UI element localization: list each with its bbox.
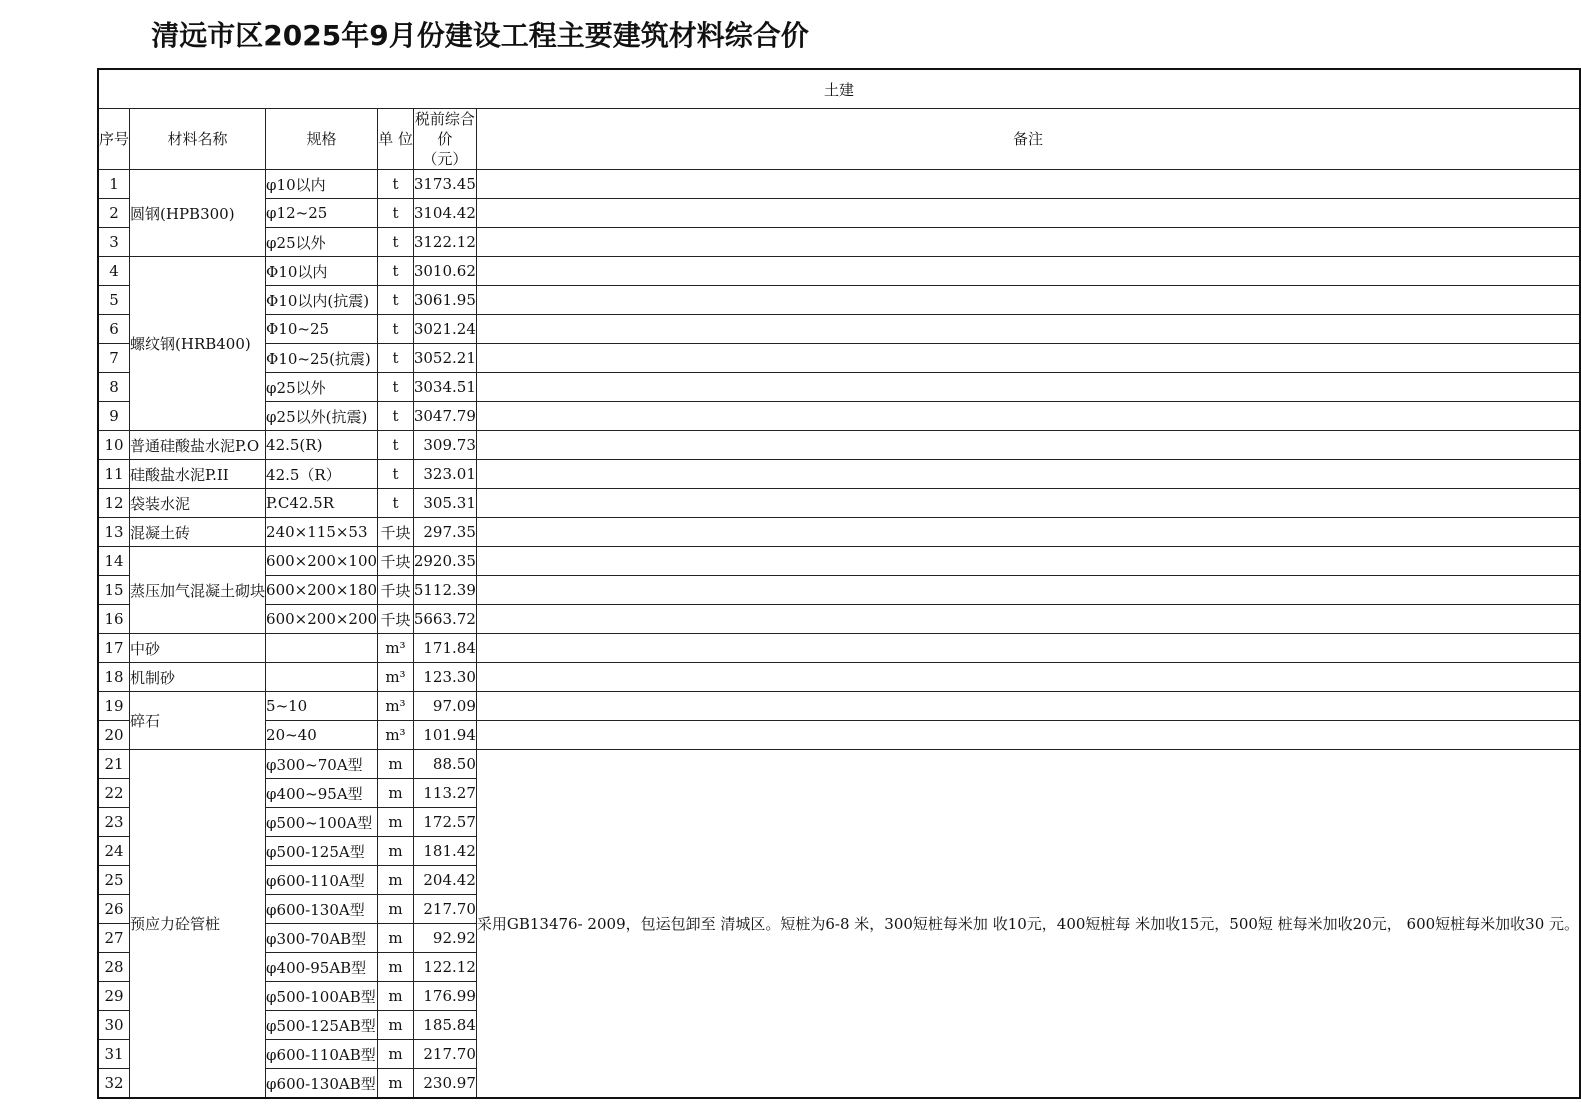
note-cell — [476, 199, 1580, 228]
material-unit: t — [378, 344, 414, 373]
material-price: 3061.95 — [413, 286, 476, 315]
note-cell — [476, 170, 1580, 199]
material-unit: t — [378, 286, 414, 315]
note-cell — [476, 431, 1580, 460]
material-name: 普通硅酸盐水泥P.O — [130, 431, 266, 460]
material-unit: m³ — [378, 634, 414, 663]
table-row — [98, 663, 1580, 692]
material-spec: Φ10以内(抗震) — [266, 286, 378, 315]
table-row — [98, 634, 1580, 663]
material-price: 309.73 — [413, 431, 476, 460]
row-number: 29 — [98, 982, 130, 1011]
material-price: 5663.72 — [413, 605, 476, 634]
table-row — [98, 199, 1580, 228]
row-number: 31 — [98, 1040, 130, 1069]
row-number: 25 — [98, 866, 130, 895]
section-title: 土建 — [98, 69, 1580, 109]
material-unit: 千块 — [378, 576, 414, 605]
material-unit: m — [378, 837, 414, 866]
table-row — [98, 692, 1580, 721]
table-row — [98, 460, 1580, 489]
material-spec: φ600-130AB型 — [266, 1069, 378, 1099]
material-unit: m³ — [378, 692, 414, 721]
material-unit: t — [378, 315, 414, 344]
material-name: 圆钢(HPB300) — [130, 170, 266, 257]
material-spec: 5~10 — [266, 692, 378, 721]
material-name: 混凝土砖 — [130, 518, 266, 547]
material-price: 171.84 — [413, 634, 476, 663]
material-spec — [266, 634, 378, 663]
table-row — [98, 489, 1580, 518]
material-unit: 千块 — [378, 518, 414, 547]
material-price: 297.35 — [413, 518, 476, 547]
header-spec: 规格 — [266, 109, 378, 170]
header-unit: 单 位 — [378, 109, 414, 170]
material-unit: t — [378, 199, 414, 228]
material-price: 5112.39 — [413, 576, 476, 605]
material-spec: 240×115×53 — [266, 518, 378, 547]
row-number: 10 — [98, 431, 130, 460]
material-spec: Φ10~25(抗震) — [266, 344, 378, 373]
row-number: 27 — [98, 924, 130, 953]
material-price: 3034.51 — [413, 373, 476, 402]
header-row — [98, 109, 1580, 170]
note-cell — [476, 605, 1580, 634]
material-spec: φ500-125A型 — [266, 837, 378, 866]
material-unit: t — [378, 402, 414, 431]
row-number: 19 — [98, 692, 130, 721]
material-price: 3122.12 — [413, 228, 476, 257]
material-price: 3104.42 — [413, 199, 476, 228]
material-name: 碎石 — [130, 692, 266, 750]
material-name: 预应力砼管桩 — [130, 750, 266, 1099]
row-number: 5 — [98, 286, 130, 315]
page-title: 清远市区2025年9月份建设工程主要建筑材料综合价 — [151, 19, 809, 52]
material-spec: φ25以外 — [266, 373, 378, 402]
table-row — [98, 315, 1580, 344]
table-row — [98, 605, 1580, 634]
material-price: 217.70 — [413, 895, 476, 924]
material-price: 88.50 — [413, 750, 476, 779]
note-cell — [476, 518, 1580, 547]
header-note: 备注 — [476, 109, 1580, 170]
row-number: 13 — [98, 518, 130, 547]
material-name: 中砂 — [130, 634, 266, 663]
note-cell — [476, 373, 1580, 402]
row-number: 16 — [98, 605, 130, 634]
note-cell — [476, 547, 1580, 576]
material-spec: 600×200×100 — [266, 547, 378, 576]
note-cell — [476, 721, 1580, 750]
section-row — [98, 69, 1580, 109]
material-unit: t — [378, 228, 414, 257]
material-spec: Φ10以内 — [266, 257, 378, 286]
material-spec: Φ10~25 — [266, 315, 378, 344]
material-name: 蒸压加气混凝土砌块 — [130, 547, 266, 634]
material-unit: t — [378, 170, 414, 199]
row-number: 8 — [98, 373, 130, 402]
note-cell — [476, 489, 1580, 518]
material-price: 185.84 — [413, 1011, 476, 1040]
note-cell — [476, 286, 1580, 315]
material-price: 3010.62 — [413, 257, 476, 286]
table-row — [98, 373, 1580, 402]
material-spec: φ12~25 — [266, 199, 378, 228]
material-unit: m — [378, 750, 414, 779]
material-spec: φ400-95AB型 — [266, 953, 378, 982]
material-spec: 20~40 — [266, 721, 378, 750]
row-number: 3 — [98, 228, 130, 257]
note-cell — [476, 692, 1580, 721]
note-cell — [476, 663, 1580, 692]
table-row — [98, 721, 1580, 750]
material-spec: φ400~95A型 — [266, 779, 378, 808]
header-price: 税前综合价 （元） — [414, 110, 475, 168]
material-unit: m — [378, 953, 414, 982]
material-price: 3047.79 — [413, 402, 476, 431]
row-number: 26 — [98, 895, 130, 924]
row-number: 24 — [98, 837, 130, 866]
material-spec: φ25以外(抗震) — [266, 402, 378, 431]
material-price: 217.70 — [413, 1040, 476, 1069]
material-spec: 600×200×200 — [266, 605, 378, 634]
material-spec: φ600-130A型 — [266, 895, 378, 924]
row-number: 7 — [98, 344, 130, 373]
material-spec: φ600-110A型 — [266, 866, 378, 895]
note-cell — [476, 460, 1580, 489]
material-unit: m — [378, 866, 414, 895]
header-no: 序号 — [98, 109, 130, 170]
material-price: 3052.21 — [413, 344, 476, 373]
row-number: 20 — [98, 721, 130, 750]
material-unit: m — [378, 1040, 414, 1069]
note-cell — [476, 228, 1580, 257]
table-row — [98, 170, 1580, 199]
material-spec: φ500~100A型 — [266, 808, 378, 837]
material-spec: φ300~70A型 — [266, 750, 378, 779]
note-cell — [476, 634, 1580, 663]
row-number: 2 — [98, 199, 130, 228]
row-number: 9 — [98, 402, 130, 431]
table-row — [98, 228, 1580, 257]
row-number: 15 — [98, 576, 130, 605]
note-cell — [476, 344, 1580, 373]
row-number: 11 — [98, 460, 130, 489]
table-row — [98, 576, 1580, 605]
material-price: 92.92 — [413, 924, 476, 953]
table-row — [98, 402, 1580, 431]
material-unit: m — [378, 779, 414, 808]
material-name: 硅酸盐水泥P.II — [130, 460, 266, 489]
material-unit: m — [378, 895, 414, 924]
material-unit: m — [378, 1069, 414, 1099]
row-number: 32 — [98, 1069, 130, 1099]
table-row — [98, 344, 1580, 373]
row-number: 17 — [98, 634, 130, 663]
row-number: 30 — [98, 1011, 130, 1040]
material-unit: t — [378, 460, 414, 489]
material-unit: 千块 — [378, 605, 414, 634]
note-cell — [476, 402, 1580, 431]
row-number: 28 — [98, 953, 130, 982]
material-price: 3021.24 — [413, 315, 476, 344]
material-price: 122.12 — [413, 953, 476, 982]
row-number: 23 — [98, 808, 130, 837]
row-number: 12 — [98, 489, 130, 518]
table-row — [98, 518, 1580, 547]
row-number: 1 — [98, 170, 130, 199]
table-row — [98, 750, 1580, 779]
material-unit: m — [378, 1011, 414, 1040]
material-unit: m³ — [378, 721, 414, 750]
material-price: 323.01 — [413, 460, 476, 489]
material-name: 袋装水泥 — [130, 489, 266, 518]
material-price: 101.94 — [413, 721, 476, 750]
material-price: 181.42 — [413, 837, 476, 866]
material-price: 97.09 — [413, 692, 476, 721]
row-number: 18 — [98, 663, 130, 692]
material-price: 204.42 — [413, 866, 476, 895]
material-spec: φ500-125AB型 — [266, 1011, 378, 1040]
material-spec: φ500-100AB型 — [266, 982, 378, 1011]
row-number: 4 — [98, 257, 130, 286]
material-spec: 42.5（R） — [266, 460, 378, 489]
header-name: 材料名称 — [130, 109, 266, 170]
material-spec: 42.5(R) — [266, 431, 378, 460]
table-body — [98, 170, 1580, 1099]
table-row — [98, 257, 1580, 286]
price-table — [97, 68, 1581, 1099]
material-spec: φ600-110AB型 — [266, 1040, 378, 1069]
material-unit: t — [378, 489, 414, 518]
material-price: 305.31 — [413, 489, 476, 518]
material-unit: t — [378, 431, 414, 460]
row-number: 14 — [98, 547, 130, 576]
note-cell — [476, 257, 1580, 286]
material-price: 113.27 — [413, 779, 476, 808]
material-unit: 千块 — [378, 547, 414, 576]
material-spec: φ300-70AB型 — [266, 924, 378, 953]
material-price: 2920.35 — [413, 547, 476, 576]
material-unit: t — [378, 257, 414, 286]
note-cell — [476, 315, 1580, 344]
material-spec: φ10以内 — [266, 170, 378, 199]
material-price: 176.99 — [413, 982, 476, 1011]
material-name: 螺纹钢(HRB400) — [130, 257, 266, 431]
material-spec: P.C42.5R — [266, 489, 378, 518]
table-row — [98, 286, 1580, 315]
material-price: 230.97 — [413, 1069, 476, 1099]
material-price: 172.57 — [413, 808, 476, 837]
material-spec — [266, 663, 378, 692]
material-spec: φ25以外 — [266, 228, 378, 257]
material-unit: m — [378, 808, 414, 837]
table-row — [98, 547, 1580, 576]
table-row — [98, 431, 1580, 460]
material-price: 123.30 — [413, 663, 476, 692]
material-unit: m — [378, 924, 414, 953]
pile-note: 采用GB13476- 2009，包运包卸至 清城区。短桩为6-8 米，300短桩每米加 收10元，400短桩每 米加收15元，500短 桩每米加收20元， 600短桩每米加收30 元。 — [476, 750, 1580, 1099]
material-unit: m — [378, 982, 414, 1011]
note-cell — [476, 576, 1580, 605]
material-name: 机制砂 — [130, 663, 266, 692]
material-spec: 600×200×180 — [266, 576, 378, 605]
material-unit: m³ — [378, 663, 414, 692]
row-number: 21 — [98, 750, 130, 779]
material-unit: t — [378, 373, 414, 402]
material-price: 3173.45 — [413, 170, 476, 199]
row-number: 6 — [98, 315, 130, 344]
row-number: 22 — [98, 779, 130, 808]
